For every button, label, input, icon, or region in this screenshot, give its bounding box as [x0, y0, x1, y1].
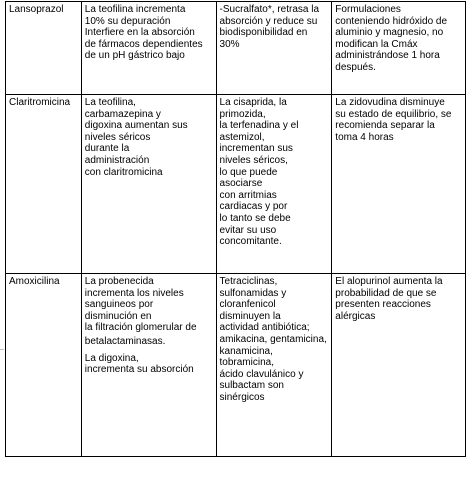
cell-line: presenten reacciones [335, 299, 431, 311]
cell-line: niveles séricos [84, 131, 151, 143]
cell-line: la terfenadina y el [219, 120, 299, 132]
cell-line: probabilidad de que se [335, 287, 437, 299]
cell-line: con claritromicina [84, 166, 163, 178]
cell-line: incrementa su absorción [84, 364, 194, 376]
cell-line: modifican la Cmáx [335, 38, 418, 50]
cell-line: 10% su depuración [84, 15, 171, 27]
drug-name-cell [6, 2, 82, 95]
cell-line: aluminio y magnesio, no [335, 27, 444, 39]
cell-line: su estado de equilibrio, se [335, 108, 452, 120]
cell-line: lo tanto se debe [219, 212, 291, 224]
cell-line: alérgicas [335, 310, 376, 322]
table-row-claritromicina [6, 95, 466, 274]
cell-line: 30% [219, 38, 240, 50]
cell-line: con arritmias [219, 189, 277, 201]
cell-line: Tetraciclinas, [219, 276, 278, 287]
drug-name: Claritromicina [9, 97, 71, 108]
cell-line: actividad antibiótica; [219, 322, 310, 334]
cell-line: -Sucralfato*, retrasa la [219, 4, 320, 15]
cell-line: ácido clavulánico y [219, 368, 304, 380]
cell-line: durante la [84, 143, 130, 155]
cell-line: carbamazepina y [84, 108, 161, 120]
cell-line: niveles séricos, [219, 154, 288, 166]
cell-line: disminución en [84, 310, 152, 322]
cell-line: Interfiere en la absorción [84, 27, 195, 39]
drug-interactions-table [5, 1, 466, 457]
drug-name-cell [6, 274, 82, 457]
drug-name-cell [6, 95, 82, 274]
cell-line: asociarse [219, 178, 263, 190]
cell-line: sulfonamidas y [219, 287, 287, 299]
cell-line: digoxina aumentan sus [84, 120, 188, 132]
interaction-cell [216, 274, 332, 457]
cell-line: tobramicina, [219, 357, 274, 369]
interaction-cell [216, 2, 332, 95]
drug-name: Amoxicilina [9, 276, 60, 287]
cell-line: betalactaminasas. [84, 335, 166, 347]
cell-line: recomienda separar la [335, 120, 435, 132]
interaction-cell [216, 95, 332, 274]
interaction-cell [332, 274, 466, 457]
table-row-lansoprazol [6, 2, 466, 95]
cell-line: La cisaprida, la [219, 97, 287, 108]
cell-line: El alopurinol aumenta la [335, 276, 443, 287]
cell-line: de un pH gástrico bajo [84, 50, 185, 62]
cell-line: primozida, [219, 108, 266, 120]
cell-line: cardiacas y por [219, 201, 288, 213]
cell-line: incrementa los niveles [84, 287, 184, 299]
cell-line: cloranfenicol [219, 299, 276, 311]
cell-line: La teofilina, [84, 97, 136, 108]
cell-line: después. [335, 61, 376, 73]
cell-line: absorción y reduce su [219, 15, 318, 27]
cell-line: conteniendo hidróxido de [335, 15, 448, 27]
interaction-cell [332, 2, 466, 95]
cell-line: administrándose 1 hora [335, 50, 440, 62]
table-row-amoxicilina [6, 274, 466, 457]
cell-line: La teofilina incrementa [84, 4, 186, 15]
cell-line: disminuyen la [219, 310, 281, 322]
cell-line: La digoxina, [84, 352, 139, 364]
cell-line: La zidovudina disminuye [335, 97, 445, 108]
cell-line: La probenecida [84, 276, 154, 287]
drug-name: Lansoprazol [9, 4, 64, 15]
cell-line: de fármacos dependientes [84, 38, 203, 50]
cell-line: sulbactam son [219, 380, 284, 392]
cell-line: incrementan sus [219, 143, 293, 155]
cell-line: amikacina, gentamicina, [219, 333, 327, 345]
cell-line: sinérgicos [219, 391, 265, 403]
interaction-cell [81, 95, 216, 274]
stray-mark: .. [0, 345, 4, 352]
cell-line: astemizol, [219, 131, 265, 143]
cell-line: concomitante. [219, 236, 282, 248]
cell-line: kanamicina, [219, 345, 273, 357]
interaction-cell [81, 2, 216, 95]
cell-line: Formulaciones [335, 4, 401, 15]
interaction-cell [332, 95, 466, 274]
cell-line: la filtración glomerular de [84, 322, 197, 334]
interaction-cell [81, 274, 216, 457]
cell-line: biodisponibilidad en [219, 27, 308, 39]
cell-line: toma 4 horas [335, 131, 394, 143]
cell-line: sanguineos por [84, 299, 154, 311]
cell-line: evitar su uso [219, 224, 277, 236]
cell-line: lo que puede [219, 166, 278, 178]
cell-line: administración [84, 154, 150, 166]
